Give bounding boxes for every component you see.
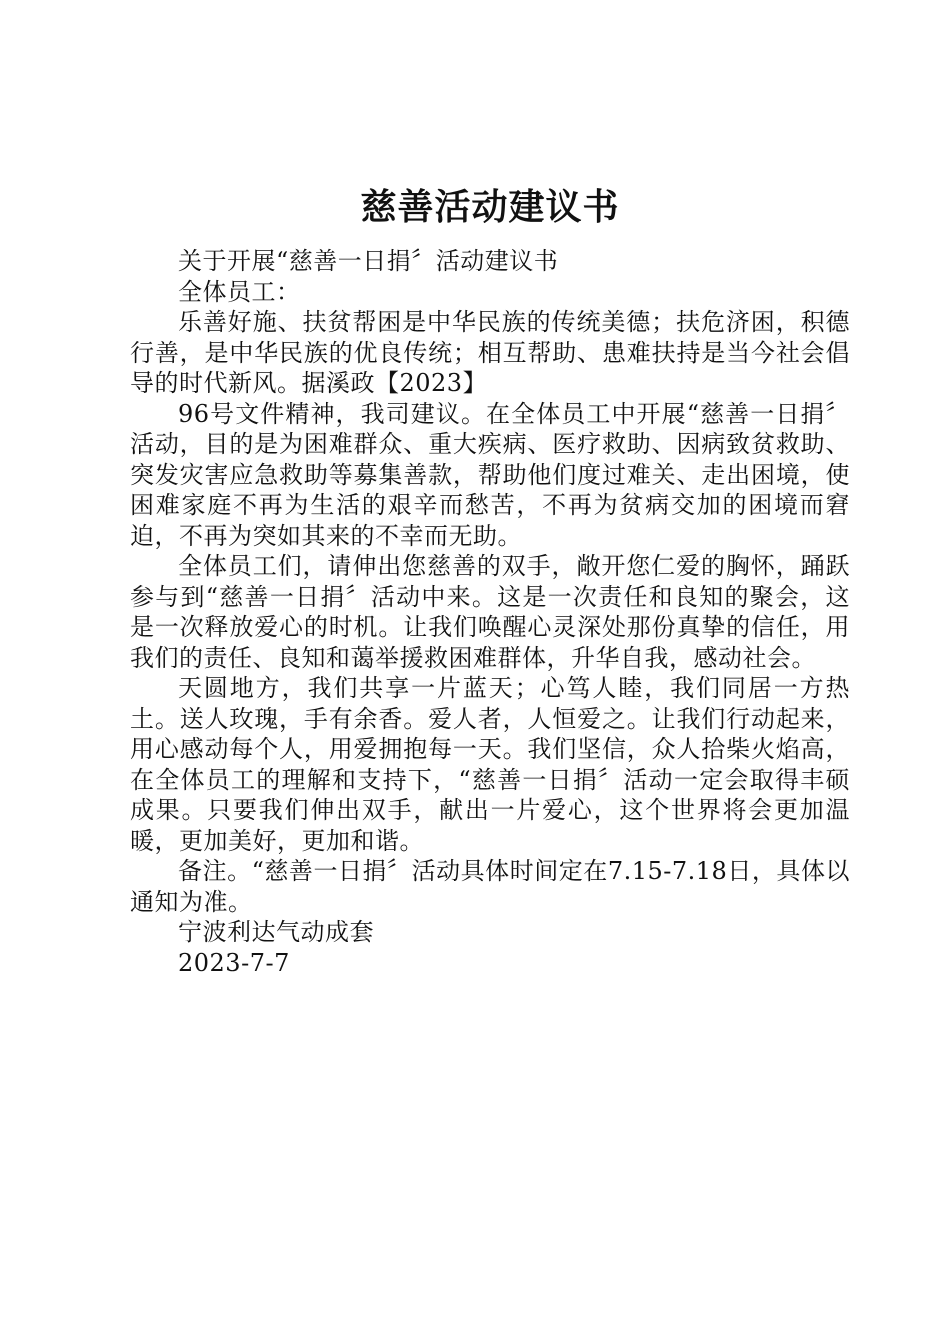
document-page <box>130 180 850 978</box>
document-subtitle: 关于开展“慈善一日捐〞活动建议书 <box>178 247 559 275</box>
body-paragraph-1: 乐善好施、扶贫帮困是中华民族的传统美德；扶危济困，积德行善，是中华民族的优良传统；相互帮助、患难扶持是当今社会倡导的时代新风。据溪政【2023】 <box>130 308 850 397</box>
body-paragraph-3: 全体员工们，请伸出您慈善的双手，敞开您仁爱的胸怀，踊跃参与到“慈善一日捐〞活动中来。这是一次责任和良知的聚会，这是一次释放爱心的时机。让我们唤醒心灵深处那份真挚的信任，用我们的责任、良知和蔼举援救困难群体，升华自我，感动社会。 <box>130 552 850 672</box>
document-date: 2023-7-7 <box>178 948 290 977</box>
note-paragraph: 备注。“慈善一日捐〞活动具体时间定在7.15-7.18日，具体以通知为准。 <box>130 857 850 916</box>
salutation: 全体员工： <box>178 277 301 306</box>
body-paragraph-2: 96号文件精神，我司建议。在全体员工中开展“慈善一日捐〞活动，目的是为困难群众、重大疾病、医疗救助、因病致贫救助、突发灾害应急救助等募集善款，帮助他们度过难关、走出困境，使困难家庭不再为生活的艰辛而愁苦，不再为贫病交加的困境而窘迫，不再为突如其来的不幸而无助。 <box>130 399 850 550</box>
signature: 宁波利达气动成套 <box>178 918 374 946</box>
document-title: 慈善活动建议书 <box>360 186 620 228</box>
body-paragraph-4: 天圆地方，我们共享一片蓝天；心笃人睦，我们同居一方热土。送人玫瑰，手有余香。爱人者，人恒爱之。让我们行动起来，用心感动每个人，用爱拥抱每一天。我们坚信，众人拾柴火焰高，在全体员工的理解和支持下，“慈善一日捐〞活动一定会取得丰硕成果。只要我们伸出双手，献出一片爱心，这个世界将会更加温暖，更加美好，更加和谐。 <box>130 674 850 855</box>
